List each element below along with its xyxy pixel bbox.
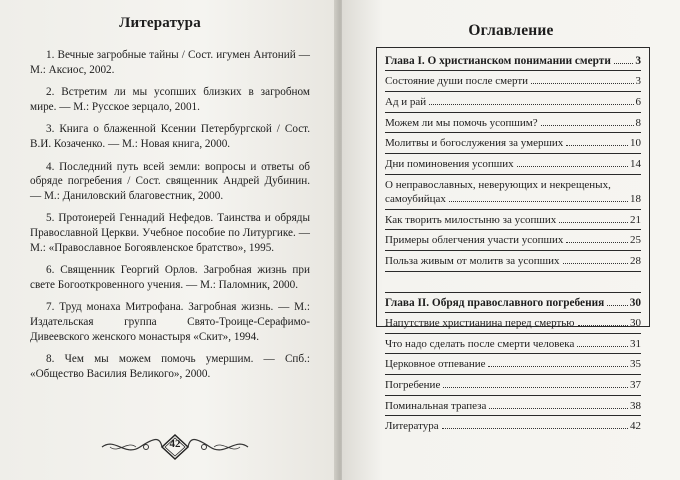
toc-entry [385,419,641,433]
literature-item: 6. Священник Георгий Орлов. Загробная жизнь при свете Богооткровенного учения. — М.: Паломник, 2000. [30,264,310,291]
toc-entry [385,316,641,330]
toc-page-number: 37 [630,379,641,392]
literature-item: 2. Встретим ли мы усопших близких в загробном мире. — М.: Русское зерцало, 2001. [30,86,310,113]
toc-page-number: 35 [630,358,641,371]
toc-chapter-title: Глава I. О христианском понимании смерти [385,55,611,67]
toc-entry [385,213,641,227]
toc-entry [385,74,641,88]
toc-page-number: 30 [629,296,641,309]
toc-entry [385,157,641,171]
toc-leader [449,201,628,202]
toc-divider [385,250,641,251]
toc-entry [385,233,641,247]
contents-title: Оглавление [468,22,554,39]
toc-entry-title: Польза живым от молитв за усопших [385,255,560,268]
toc-chapter-2 [385,296,641,310]
toc-divider [385,132,641,133]
toc-page-number: 21 [630,213,641,226]
toc-entry [385,337,641,351]
left-page [0,0,338,480]
toc-divider [385,312,641,313]
toc-entry [385,399,641,413]
toc-page-number: 42 [630,420,641,433]
toc-divider [385,333,641,334]
toc-entry [385,116,641,130]
literature-item: 4. Последний путь всей земли: вопросы и ответы об обряде погребения / Сост. священник Андрей Дубинин. — М.: Даниловский благовестник, 2000. [30,160,310,202]
toc-divider [385,209,641,210]
toc-leader [559,222,628,223]
toc-page-number: 28 [630,255,641,268]
toc-entry-title: Молитвы и богослужения за умерших [385,137,564,150]
toc-entry-title: Ад и рай [385,95,427,108]
toc-divider [385,112,641,113]
right-page [342,0,680,480]
toc-page-number: 18 [630,192,641,205]
toc-entry [385,136,641,150]
literature-item: 7. Труд монаха Митрофана. Загробная жизнь. — М.: Издательская группа Свято-Троице-Серафимо-Дивеевского женского монастыря «Скит», 1994. [30,301,310,343]
toc-entry [385,178,641,206]
toc-page-number: 8 [635,116,641,129]
table-of-contents [376,47,650,433]
toc-entry-title: Напутствие христианина перед смертью [385,316,575,329]
toc-leader [566,145,628,146]
toc-leader [488,366,628,367]
toc-divider [385,229,641,230]
toc-entry [385,357,641,371]
toc-entry-title: Примеры облегчения участи усопших [385,234,564,247]
toc-divider [385,70,641,71]
toc-page-number: 3 [635,75,641,88]
toc-divider [385,395,641,396]
page-number: 42 [169,438,181,450]
toc-leader [563,263,628,264]
toc-page-number: 25 [630,234,641,247]
toc-page-number: 31 [630,337,641,350]
toc-entry-title: Как творить милостыню за усопших [385,213,557,226]
toc-leader [517,166,628,167]
toc-leader [607,305,628,306]
toc-entry-title: Дни поминовения усопших [385,158,514,171]
toc-entry-title: О неправославных, неверующих и некрещеных, [385,178,611,191]
toc-page-number: 30 [630,316,641,329]
toc-leader [566,242,628,243]
toc-leader [442,428,628,429]
literature-item: 3. Книга о блаженной Ксении Петербургской / Сост. В.И. Козаченко. — М.: Новая книга, 2000. [30,123,310,150]
literature-item: 1. Вечные загробные тайны / Сост. игумен Антоний — М.: Аксиос, 2002. [30,49,310,76]
literature-item: 8. Чем мы можем помочь умершим. — Спб.: «Общество Василия Великого», 2000. [30,353,310,380]
toc-leader [614,63,634,64]
toc-divider [385,91,641,92]
toc-entry [385,254,641,268]
toc-page-number: 38 [630,399,641,412]
toc-page-number: 3 [635,55,641,67]
toc-entry-title: Состояние души после смерти [385,75,529,88]
toc-divider [385,415,641,416]
toc-entry-line [385,192,641,206]
toc-divider [385,271,641,272]
toc-spacer [385,275,641,291]
toc-entry-title: Можем ли мы помочь усопшим? [385,116,538,129]
toc-entry-title: Церковное отпевание [385,358,486,371]
toc-leader [429,104,633,105]
toc-page-number: 14 [630,158,641,171]
toc-leader [443,387,628,388]
toc-divider [385,174,641,175]
toc-page-number: 6 [635,95,641,108]
toc-divider [385,374,641,375]
toc-divider [385,153,641,154]
toc-entry [385,95,641,109]
toc-chapter-1 [385,54,641,68]
toc-leader [489,408,628,409]
toc-entry [385,378,641,392]
toc-entry-title: самоубийцах [385,192,446,205]
literature-list [30,48,310,389]
toc-page-number: 10 [630,137,641,150]
toc-leader [531,83,633,84]
toc-leader [577,346,628,347]
toc-divider [385,292,641,293]
toc-leader [541,125,634,126]
toc-entry-title: Литература [385,420,439,433]
toc-entry-title: Поминальная трапеза [385,399,487,412]
literature-title: Литература [119,15,201,31]
toc-chapter-title: Глава II. Обряд православного погребения [385,296,605,309]
toc-divider [385,353,641,354]
toc-entry-title: Погребение [385,379,441,392]
toc-leader [578,325,628,326]
literature-item: 5. Протоиерей Геннадий Нефедов. Таинства и обряды Православной Церкви. Учебное пособие по Литургике. — М.: «Православное Богоявленское братство», 1995. [30,212,310,254]
toc-entry-title: Что надо сделать после смерти человека [385,337,575,350]
